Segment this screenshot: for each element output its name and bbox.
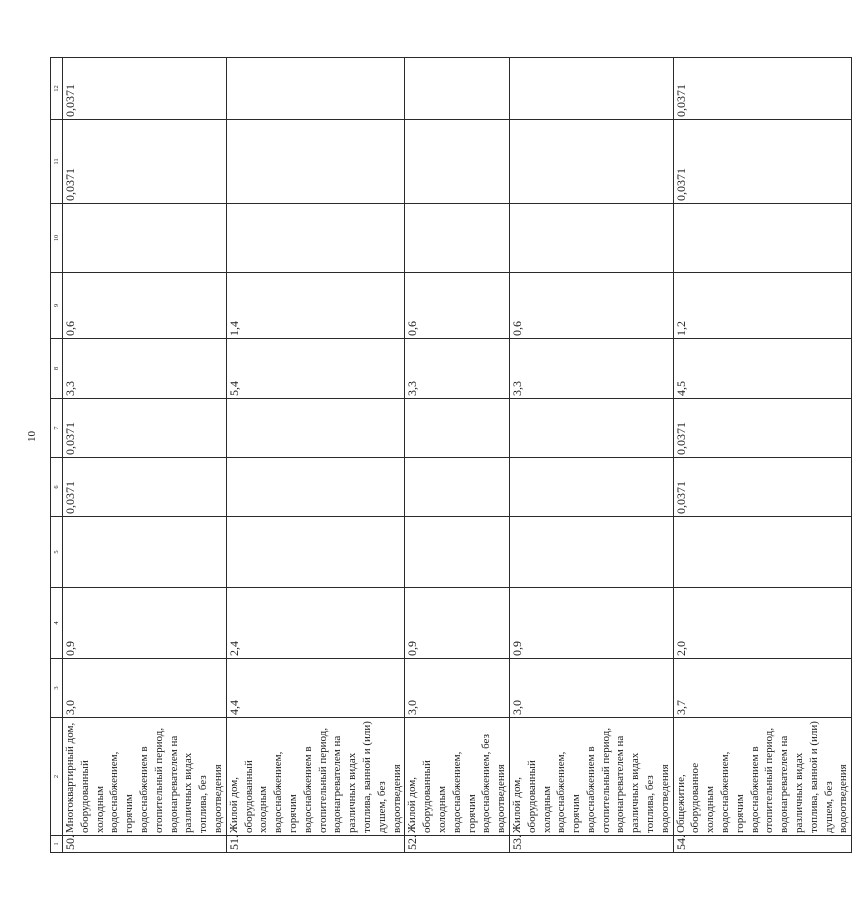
rotated-table-container <box>50 58 850 853</box>
value-cell <box>405 458 510 517</box>
column-header: 4 <box>51 588 63 659</box>
value-cell <box>226 517 405 588</box>
value-cell <box>509 399 673 458</box>
column-header: 10 <box>51 204 63 273</box>
row-description: Общежитие, оборудованное холодным водоснабжением, горячим водоснабжением в отопительный период, водонагревателем на различных видах топлива, ванной и (или) душем, без водоотведения <box>673 718 852 836</box>
value-cell: 0,0371 <box>63 58 227 120</box>
value-cell: 0,6 <box>63 273 227 339</box>
value-cell: 3,3 <box>509 339 673 399</box>
row-number: 52. <box>405 836 510 853</box>
value-cell <box>509 204 673 273</box>
column-header: 3 <box>51 659 63 718</box>
row-description: Жилой дом, оборудованный холодным водоснабжением, горячим водоснабжением в отопительный период, водонагревателем на различных видах топлива, ванной и (или) душем, без водоотведения <box>226 718 405 836</box>
row-number: 51. <box>226 836 405 853</box>
norms-table <box>50 57 852 853</box>
value-cell <box>63 517 227 588</box>
value-cell: 0,9 <box>405 588 510 659</box>
value-cell <box>405 204 510 273</box>
value-cell: 0,0371 <box>63 458 227 517</box>
value-cell <box>226 58 405 120</box>
value-cell <box>509 58 673 120</box>
value-cell <box>405 517 510 588</box>
value-cell <box>226 458 405 517</box>
value-cell: 3,3 <box>405 339 510 399</box>
value-cell: 2,0 <box>673 588 852 659</box>
page-number: 10 <box>26 431 38 442</box>
value-cell <box>509 120 673 204</box>
value-cell: 0,0371 <box>63 120 227 204</box>
value-cell <box>509 517 673 588</box>
value-cell: 0,6 <box>405 273 510 339</box>
column-header: 5 <box>51 517 63 588</box>
value-cell: 0,0371 <box>673 399 852 458</box>
column-header: 1 <box>51 836 63 853</box>
value-cell: 0,0371 <box>673 58 852 120</box>
value-cell: 3,0 <box>63 659 227 718</box>
column-number-row <box>51 58 63 853</box>
table-row <box>509 58 673 853</box>
value-cell <box>673 204 852 273</box>
value-cell: 3,0 <box>509 659 673 718</box>
value-cell: 0,0371 <box>673 120 852 204</box>
value-cell: 1,4 <box>226 273 405 339</box>
value-cell: 0,9 <box>509 588 673 659</box>
row-description: Жилой дом, оборудованный холодным водоснабжением, горячим водоснабжением, без водоотведения <box>405 718 510 836</box>
table-row <box>63 58 227 853</box>
value-cell: 3,3 <box>63 339 227 399</box>
value-cell: 2,4 <box>226 588 405 659</box>
value-cell: 0,0371 <box>673 458 852 517</box>
table-row <box>673 58 852 853</box>
value-cell <box>63 204 227 273</box>
value-cell: 4,5 <box>673 339 852 399</box>
row-number: 53. <box>509 836 673 853</box>
value-cell: 0,9 <box>63 588 227 659</box>
row-description: Многоквартирный дом, оборудованный холодным водоснабжением, горячим водоснабжением в отопительный период, водонагревателем на различных видах топлива, без водоотведения <box>63 718 227 836</box>
column-header: 11 <box>51 120 63 204</box>
row-number: 50. <box>63 836 227 853</box>
value-cell: 0,6 <box>509 273 673 339</box>
row-description: Жилой дом, оборудованный холодным водоснабжением, горячим водоснабжением в отопительный период, водонагревателем на различных видах топлива, без водоотведения <box>509 718 673 836</box>
column-header: 6 <box>51 458 63 517</box>
value-cell <box>509 458 673 517</box>
value-cell <box>405 58 510 120</box>
value-cell <box>405 399 510 458</box>
value-cell: 3,7 <box>673 659 852 718</box>
value-cell <box>226 399 405 458</box>
value-cell <box>226 204 405 273</box>
value-cell <box>405 120 510 204</box>
value-cell: 5,4 <box>226 339 405 399</box>
table-row <box>226 58 405 853</box>
value-cell: 4,4 <box>226 659 405 718</box>
table-row <box>405 58 510 853</box>
value-cell: 1,2 <box>673 273 852 339</box>
value-cell: 3,0 <box>405 659 510 718</box>
column-header: 7 <box>51 399 63 458</box>
column-header: 12 <box>51 58 63 120</box>
column-header: 2 <box>51 718 63 836</box>
value-cell: 0,0371 <box>63 399 227 458</box>
row-number: 54. <box>673 836 852 853</box>
column-header: 9 <box>51 273 63 339</box>
value-cell <box>226 120 405 204</box>
column-header: 8 <box>51 339 63 399</box>
value-cell <box>673 517 852 588</box>
